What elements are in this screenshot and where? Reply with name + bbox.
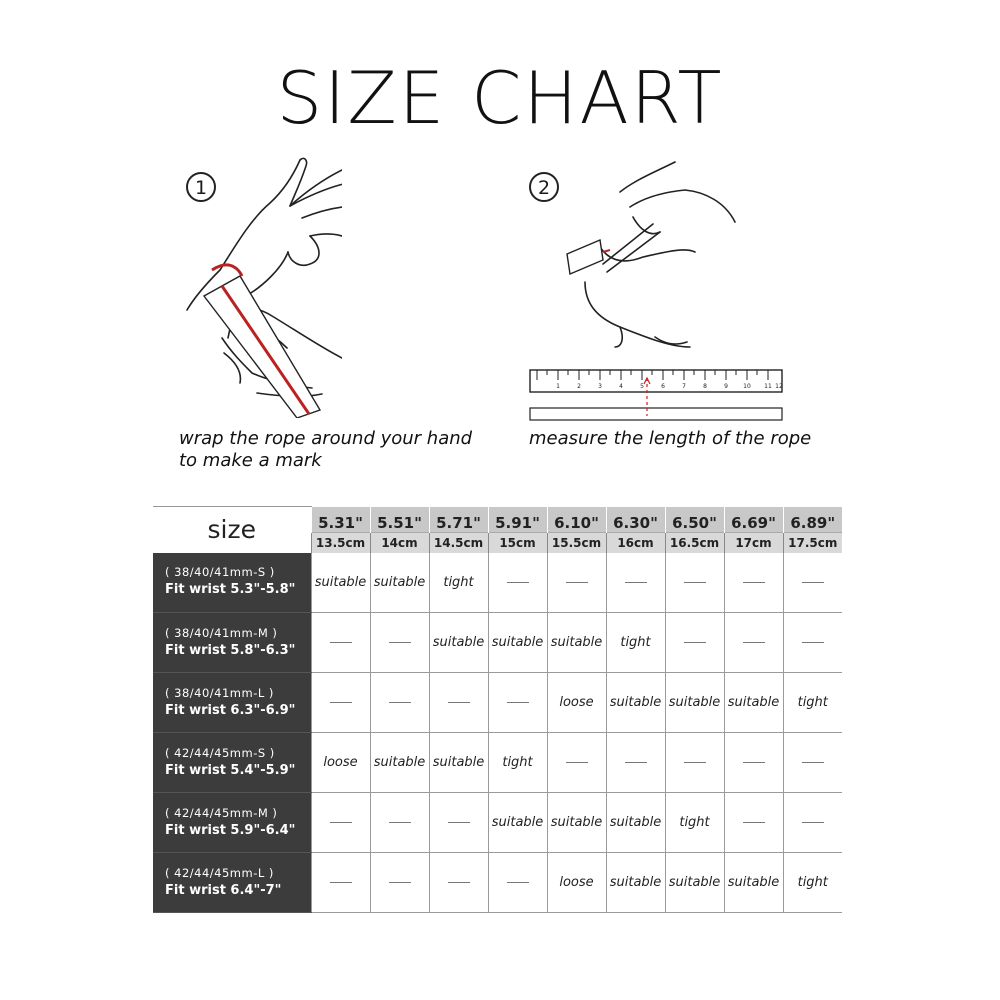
row-fit-range: Fit wrist 5.4"-5.9" xyxy=(165,762,296,778)
dash-icon xyxy=(507,582,529,583)
dash-icon xyxy=(448,822,470,823)
row-fit-range: Fit wrist 5.9"-6.4" xyxy=(165,822,296,838)
empty-fit-cell xyxy=(783,613,842,673)
dash-icon xyxy=(684,762,706,763)
row-label xyxy=(153,733,311,793)
step-1-badge: 1 xyxy=(186,172,216,202)
ruler-number: 8 xyxy=(703,383,707,390)
dash-icon xyxy=(802,822,824,823)
fit-value-cell: suitable xyxy=(488,793,547,853)
row-label xyxy=(153,853,311,913)
empty-fit-cell xyxy=(724,553,783,613)
fit-value-cell: tight xyxy=(665,793,724,853)
cm-header: 15.5cm xyxy=(547,533,606,553)
table-row xyxy=(153,613,842,673)
empty-fit-cell xyxy=(724,733,783,793)
size-header-label: size xyxy=(153,507,311,553)
row-model-size: ( 42/44/45mm-L ) xyxy=(165,865,274,880)
fit-value-cell: suitable xyxy=(665,673,724,733)
dash-icon xyxy=(743,582,765,583)
cm-header: 17cm xyxy=(724,533,783,553)
empty-fit-cell xyxy=(783,793,842,853)
fit-value-cell: suitable xyxy=(429,613,488,673)
fit-value-cell: tight xyxy=(783,853,842,913)
dash-icon xyxy=(507,702,529,703)
empty-fit-cell xyxy=(547,733,606,793)
fit-value-cell: tight xyxy=(488,733,547,793)
empty-fit-cell xyxy=(488,673,547,733)
table-row xyxy=(153,853,842,913)
dash-icon xyxy=(330,822,352,823)
fit-value-cell: suitable xyxy=(547,793,606,853)
cm-header: 13.5cm xyxy=(311,533,370,553)
dash-icon xyxy=(448,882,470,883)
empty-fit-cell xyxy=(429,793,488,853)
dash-icon xyxy=(566,582,588,583)
inch-header: 6.30" xyxy=(606,507,665,533)
table-row xyxy=(153,793,842,853)
dash-icon xyxy=(743,822,765,823)
inch-header: 5.71" xyxy=(429,507,488,533)
inch-header: 5.91" xyxy=(488,507,547,533)
dash-icon xyxy=(389,702,411,703)
table-row xyxy=(153,553,842,613)
empty-fit-cell xyxy=(488,853,547,913)
cm-header: 15cm xyxy=(488,533,547,553)
ruler-number: 1 xyxy=(556,383,560,390)
fit-value-cell: suitable xyxy=(606,853,665,913)
fit-value-cell: suitable xyxy=(606,673,665,733)
empty-fit-cell xyxy=(370,853,429,913)
row-model-size: ( 42/44/45mm-M ) xyxy=(165,805,278,820)
ruler-number: 4 xyxy=(619,383,623,390)
dash-icon xyxy=(448,702,470,703)
inch-header: 5.51" xyxy=(370,507,429,533)
ruler-number: 6 xyxy=(661,383,665,390)
row-model-size: ( 38/40/41mm-M ) xyxy=(165,625,278,640)
row-label xyxy=(153,613,311,673)
row-model-size: ( 38/40/41mm-S ) xyxy=(165,565,275,580)
page-title: SIZE CHART xyxy=(276,56,724,140)
step-2-badge: 2 xyxy=(529,172,559,202)
step-2-caption-line-1: measure the length of the rope xyxy=(529,428,812,449)
step-2-caption xyxy=(529,428,859,450)
inch-header: 6.89" xyxy=(783,507,842,533)
wrist-wrap-illustration xyxy=(182,148,342,418)
ruler-number: 7 xyxy=(682,383,686,390)
cm-header: 16.5cm xyxy=(665,533,724,553)
table-row xyxy=(153,673,842,733)
inch-header: 6.50" xyxy=(665,507,724,533)
empty-fit-cell xyxy=(311,853,370,913)
fit-value-cell: loose xyxy=(547,673,606,733)
dash-icon xyxy=(802,762,824,763)
fit-value-cell: suitable xyxy=(370,733,429,793)
step-1-caption-line-1: wrap the rope around your hand xyxy=(179,428,473,449)
dash-icon xyxy=(507,882,529,883)
empty-fit-cell xyxy=(370,613,429,673)
ruler-number: 12 xyxy=(775,383,783,390)
row-model-size: ( 42/44/45mm-S ) xyxy=(165,745,275,760)
row-fit-range: Fit wrist 5.3"-5.8" xyxy=(165,582,296,598)
empty-fit-cell xyxy=(429,853,488,913)
dash-icon xyxy=(743,762,765,763)
empty-fit-cell xyxy=(547,553,606,613)
dash-icon xyxy=(625,582,647,583)
row-label xyxy=(153,673,311,733)
fit-value-cell: suitable xyxy=(665,853,724,913)
dash-icon xyxy=(389,822,411,823)
fit-value-cell: suitable xyxy=(724,853,783,913)
step-1-caption-line-2: to make a mark xyxy=(179,450,322,471)
cm-header: 14cm xyxy=(370,533,429,553)
fit-value-cell: tight xyxy=(783,673,842,733)
empty-fit-cell xyxy=(665,613,724,673)
empty-fit-cell xyxy=(783,553,842,613)
ruler-number: 5 xyxy=(640,383,644,390)
fit-value-cell: suitable xyxy=(311,553,370,613)
empty-fit-cell xyxy=(606,733,665,793)
ruler-number: 9 xyxy=(724,383,728,390)
cm-header: 16cm xyxy=(606,533,665,553)
fit-value-cell: suitable xyxy=(370,553,429,613)
empty-fit-cell xyxy=(724,613,783,673)
fit-value-cell: suitable xyxy=(606,793,665,853)
dash-icon xyxy=(330,882,352,883)
empty-fit-cell xyxy=(665,733,724,793)
row-label xyxy=(153,793,311,853)
inch-header: 6.69" xyxy=(724,507,783,533)
fit-value-cell: tight xyxy=(429,553,488,613)
inch-header: 5.31" xyxy=(311,507,370,533)
dash-icon xyxy=(389,642,411,643)
dash-icon xyxy=(802,582,824,583)
fit-value-cell: loose xyxy=(547,853,606,913)
dash-icon xyxy=(389,882,411,883)
dash-icon xyxy=(625,762,647,763)
dash-icon xyxy=(566,762,588,763)
empty-fit-cell xyxy=(370,673,429,733)
fit-value-cell: suitable xyxy=(724,673,783,733)
empty-fit-cell xyxy=(311,613,370,673)
step-1-caption xyxy=(179,428,509,472)
rope-measure-illustration xyxy=(525,152,795,422)
dash-icon xyxy=(802,642,824,643)
dash-icon xyxy=(684,582,706,583)
ruler-number: 10 xyxy=(743,383,751,390)
empty-fit-cell xyxy=(311,673,370,733)
cm-header: 17.5cm xyxy=(783,533,842,553)
size-table xyxy=(153,506,842,913)
row-model-size: ( 38/40/41mm-L ) xyxy=(165,685,274,700)
empty-fit-cell xyxy=(370,793,429,853)
dash-icon xyxy=(330,702,352,703)
empty-fit-cell xyxy=(606,553,665,613)
empty-fit-cell xyxy=(724,793,783,853)
row-fit-range: Fit wrist 6.4"-7" xyxy=(165,882,282,898)
ruler-number: 2 xyxy=(577,383,581,390)
empty-fit-cell xyxy=(311,793,370,853)
inch-header: 6.10" xyxy=(547,507,606,533)
dash-icon xyxy=(684,642,706,643)
fit-value-cell: suitable xyxy=(488,613,547,673)
table-row xyxy=(153,733,842,793)
row-label xyxy=(153,553,311,613)
empty-fit-cell xyxy=(488,553,547,613)
dash-icon xyxy=(330,642,352,643)
ruler-number: 11 xyxy=(764,383,772,390)
cm-header: 14.5cm xyxy=(429,533,488,553)
empty-fit-cell xyxy=(429,673,488,733)
fit-value-cell: suitable xyxy=(429,733,488,793)
dash-icon xyxy=(743,642,765,643)
fit-value-cell: suitable xyxy=(547,613,606,673)
ruler-number: 3 xyxy=(598,383,602,390)
inch-header-row xyxy=(153,507,842,533)
empty-fit-cell xyxy=(783,733,842,793)
row-fit-range: Fit wrist 6.3"-6.9" xyxy=(165,702,296,718)
empty-fit-cell xyxy=(665,553,724,613)
fit-value-cell: loose xyxy=(311,733,370,793)
fit-value-cell: tight xyxy=(606,613,665,673)
row-fit-range: Fit wrist 5.8"-6.3" xyxy=(165,642,296,658)
